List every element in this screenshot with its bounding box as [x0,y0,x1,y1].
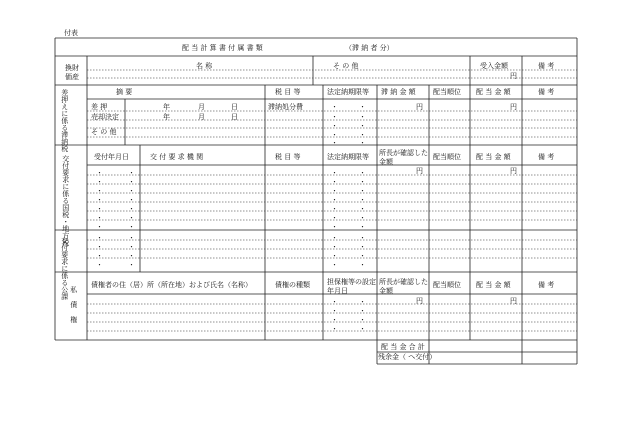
dot-mark-45: ・ [359,243,366,251]
dot-mark-32: ・ [331,214,338,222]
assets-col-amount: 受入金額 [480,62,508,70]
delivery-tax-col-remarks: 備 考 [538,153,555,161]
delivery-tax-col-tax: 税 目 等 [275,153,301,161]
dot-mark-2: ・ [331,113,338,121]
dot-mark-26: ・ [96,205,103,213]
dot-mark-35: ・ [128,223,135,231]
seizure-tax-value: 滞納処分費 [268,103,303,111]
private-col-confirmed: 所長が確認した金額 [379,278,428,295]
dot-mark-12: ・ [331,169,338,177]
dot-mark-60: ・ [331,325,338,333]
dot-mark-61: ・ [359,325,366,333]
dot-mark-34: ・ [96,223,103,231]
attachment-tag: 付表 [64,29,78,37]
dot-mark-44: ・ [331,243,338,251]
dot-mark-40: ・ [331,234,338,242]
dot-mark-13: ・ [359,169,366,177]
dot-mark-37: ・ [359,223,366,231]
seizure-row-other: そ の 他 [91,128,117,136]
private-col-dist: 配 当 金 額 [476,281,511,289]
dot-mark-17: ・ [359,178,366,186]
dot-mark-48: ・ [331,252,338,260]
seizure-month-1: 月 [198,103,205,111]
dot-mark-7: ・ [359,131,366,139]
seizure-row-sale: 売却決定 [91,113,119,121]
delivery-tax-col-rank: 配当順位 [433,153,461,161]
dot-mark-57: ・ [359,307,366,315]
dot-mark-18: ・ [96,187,103,195]
delivery-tax-yen-confirmed: 円 [416,167,423,175]
dot-mark-19: ・ [128,187,135,195]
seizure-col-deadline: 法定納期限等 [327,88,369,96]
dot-mark-39: ・ [128,234,135,242]
delivery-tax-col-deadline: 法定納期限等 [327,153,369,161]
delivery-tax-col-agency: 交 付 要 求 機 関 [150,153,204,161]
dot-mark-1: ・ [359,103,366,111]
seizure-col-tax: 税 目 等 [275,88,301,96]
private-col-date: 担保権等の設定年月日 [327,278,376,295]
dot-mark-56: ・ [331,307,338,315]
dot-mark-46: ・ [96,252,103,260]
dot-mark-41: ・ [359,234,366,242]
form-title-debtor: （滞 納 者 分） [345,44,394,52]
dot-mark-53: ・ [359,261,366,269]
dot-mark-28: ・ [331,205,338,213]
remainder-label: 残余金（ へ交付） [378,353,437,361]
delivery-tax-col-confirmed: 所長が確認した金額 [379,149,428,166]
private-yen-confirmed: 円 [416,297,423,305]
dot-mark-5: ・ [359,122,366,130]
seizure-col-dist: 配 当 金 額 [476,88,511,96]
assets-col-remarks: 備 考 [538,62,555,70]
dot-mark-31: ・ [128,214,135,222]
dot-mark-29: ・ [359,205,366,213]
dot-mark-3: ・ [359,113,366,121]
seizure-label: 差押えに係る滞納税 [60,89,69,152]
dot-mark-23: ・ [128,196,135,204]
dot-mark-33: ・ [359,214,366,222]
seizure-day-1: 日 [231,103,238,111]
seizure-year-2: 年 [163,113,170,121]
dot-mark-49: ・ [359,252,366,260]
dot-mark-11: ・ [128,169,135,177]
assets-label: 換財 価産 [65,64,79,81]
dot-mark-6: ・ [331,131,338,139]
dot-mark-51: ・ [128,261,135,269]
private-col-creditor: 債権者の住（居）所（所在地）および氏名（名称） [91,281,252,289]
dot-mark-15: ・ [128,178,135,186]
delivery-tax-label: 交付要求に係る国税・地方税 [61,155,70,246]
dot-mark-52: ・ [331,261,338,269]
dot-mark-59: ・ [359,316,366,324]
assets-yen: 円 [510,72,517,80]
dot-mark-8: ・ [331,139,338,147]
dot-mark-10: ・ [96,169,103,177]
seizure-yen-amount: 円 [416,103,423,111]
dot-mark-14: ・ [96,178,103,186]
dot-mark-36: ・ [331,223,338,231]
private-col-remarks: 備 考 [538,281,555,289]
dot-mark-16: ・ [331,178,338,186]
seizure-col-remarks: 備 考 [538,88,555,96]
delivery-public-label: 交付要求に係る公課 [60,237,69,300]
seizure-day-2: 日 [231,113,238,121]
dot-mark-0: ・ [331,103,338,111]
dot-mark-47: ・ [128,252,135,260]
seizure-year-1: 年 [163,103,170,111]
dot-mark-42: ・ [96,243,103,251]
dot-mark-58: ・ [331,316,338,324]
dot-mark-24: ・ [331,196,338,204]
dot-mark-25: ・ [359,196,366,204]
dot-mark-30: ・ [96,214,103,222]
private-label: 私 債 権 [69,286,78,323]
seizure-month-2: 月 [198,113,205,121]
dot-mark-50: ・ [96,261,103,269]
delivery-tax-col-date: 受付年月日 [94,153,129,161]
dot-mark-55: ・ [359,298,366,306]
dot-mark-22: ・ [96,196,103,204]
private-col-rank: 配当順位 [433,281,461,289]
private-col-kind: 債権の種類 [275,281,310,289]
form-title: 配 当 計 算 書 付 属 書 類 [182,44,263,52]
dot-mark-9: ・ [359,139,366,147]
assets-col-other: そ の 他 [333,62,359,70]
dot-mark-21: ・ [359,187,366,195]
total-label: 配 当 金 合 計 [381,343,425,351]
seizure-col-summary: 摘 要 [116,88,133,96]
dot-mark-20: ・ [331,187,338,195]
assets-col-name: 名 称 [196,62,213,70]
seizure-col-rank: 配当順位 [433,88,461,96]
dot-mark-54: ・ [331,298,338,306]
seizure-yen-dist: 円 [510,103,517,111]
delivery-tax-yen-dist: 円 [510,167,517,175]
delivery-tax-col-dist: 配 当 金 額 [476,153,511,161]
dot-mark-4: ・ [331,122,338,130]
dot-mark-38: ・ [96,234,103,242]
dot-mark-27: ・ [128,205,135,213]
private-yen-dist: 円 [510,297,517,305]
seizure-row-seizure: 差 押 [91,103,108,111]
seizure-col-amount: 滞 納 金 額 [381,88,416,96]
dot-mark-43: ・ [128,243,135,251]
